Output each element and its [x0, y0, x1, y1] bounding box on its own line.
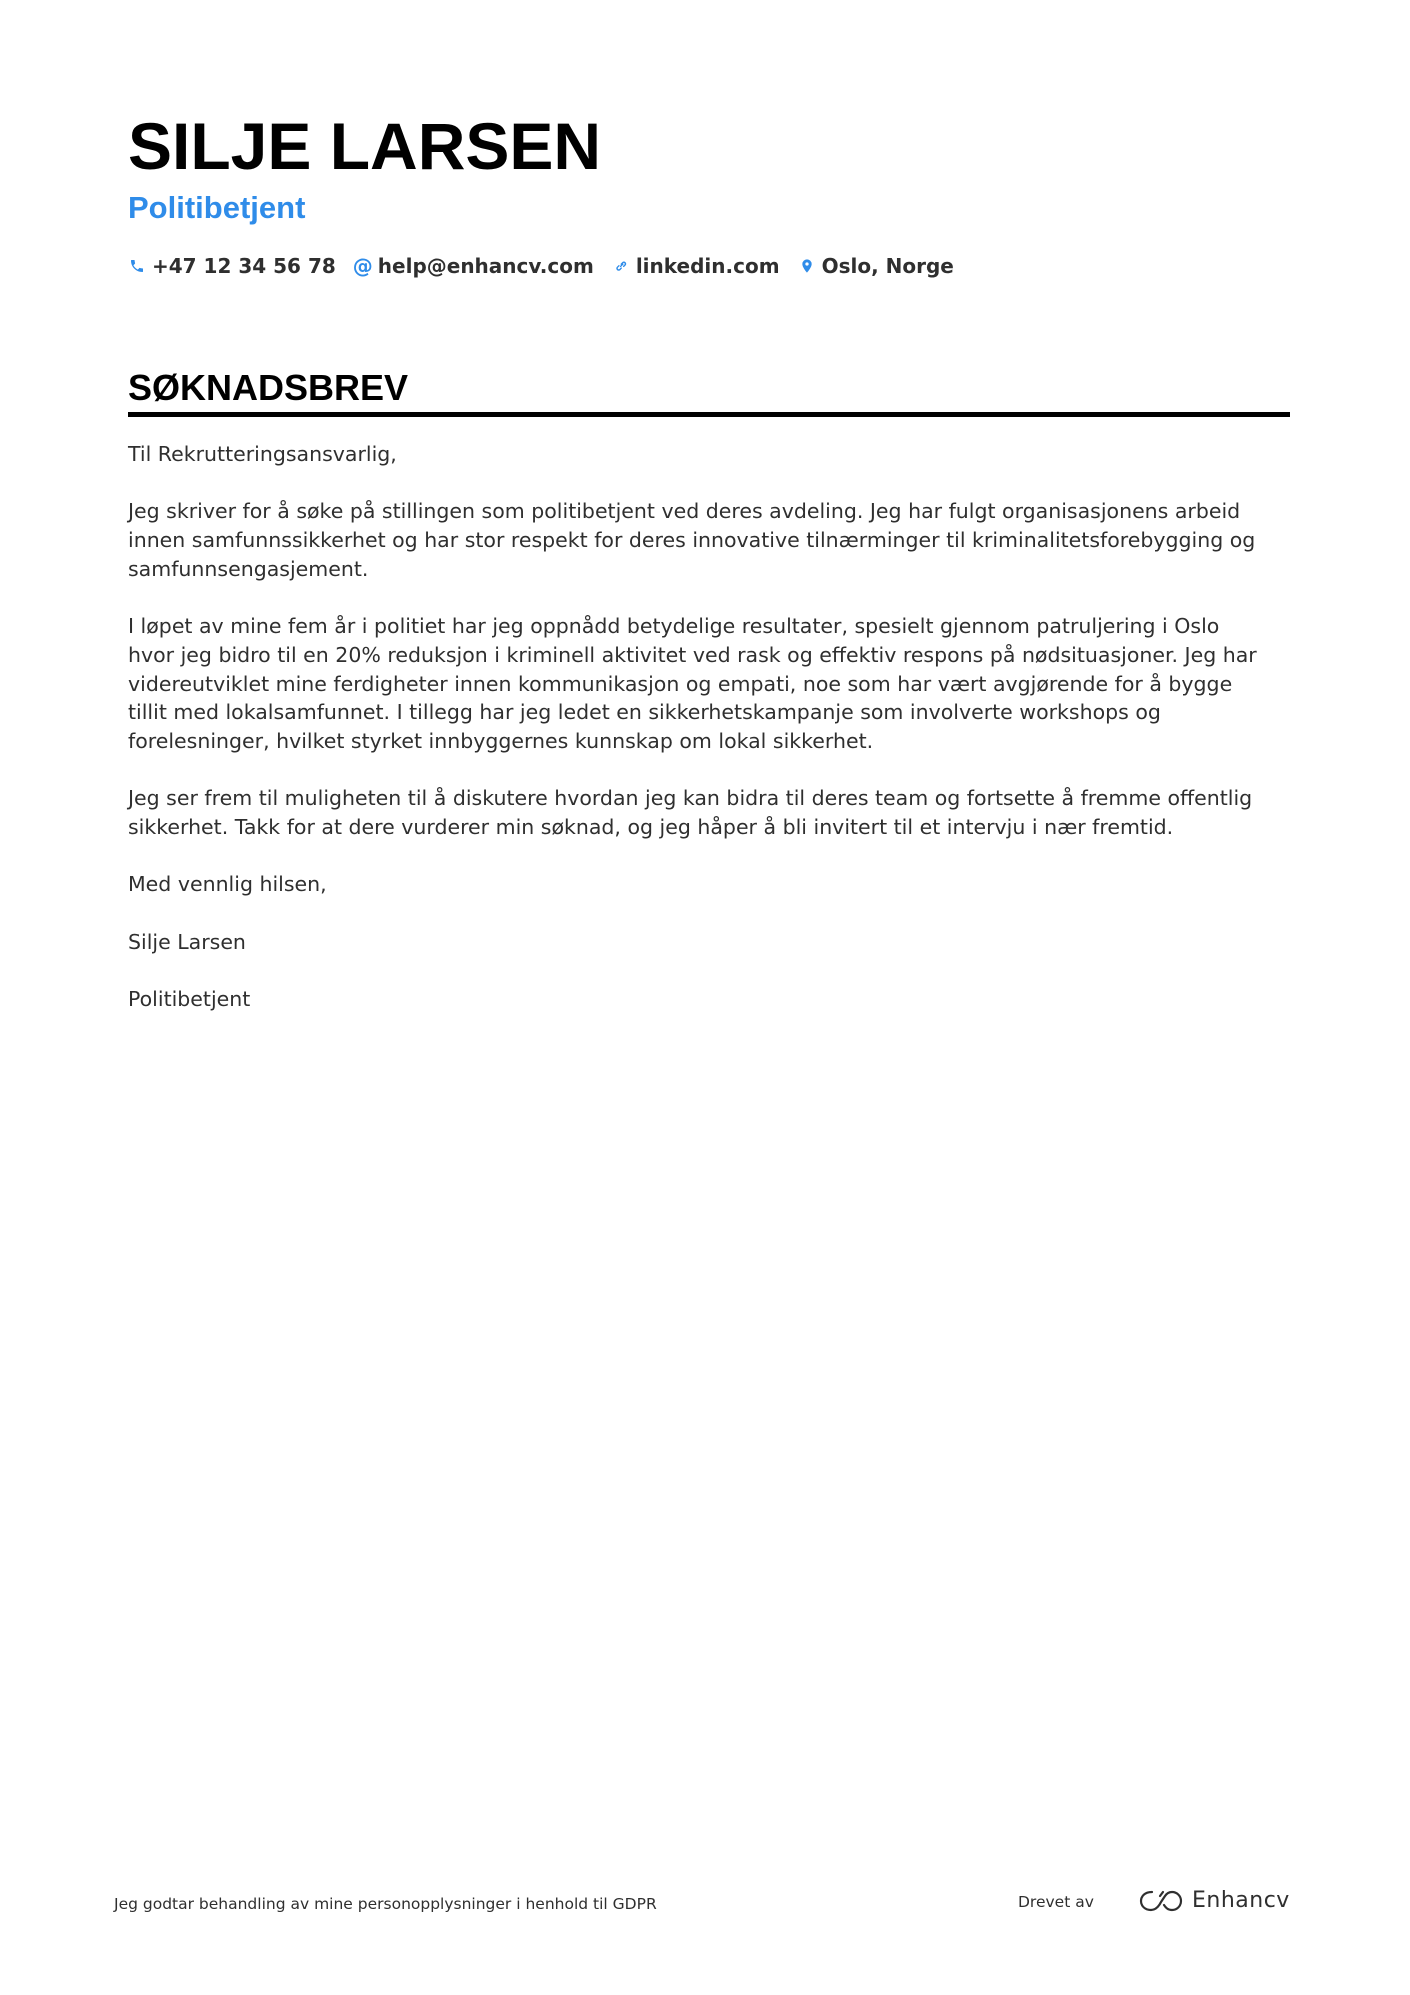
contact-location: [798, 252, 954, 280]
phone-icon: [128, 256, 146, 276]
salutation: Til Rekrutteringsansvarlig,: [128, 442, 397, 466]
signature-name: Silje Larsen: [128, 929, 246, 954]
powered-by-label: Drevet av: [1018, 1893, 1094, 1911]
section-divider: [128, 412, 1290, 417]
at-icon: @: [352, 254, 373, 278]
paragraph-2: I løpet av mine fem år i politiet har jeg oppnådd betydelige resultater, spesielt gjennom patruljering i Oslo hvor jeg bidro til en 20% reduksjon i kriminell aktivitet ved rask og effektiv respons på nødsituasjoner. Jeg har videreutviklet mine ferdigheter innen kommunikasjon og empati, noe som har vært avgjørende for å bygge tillit med lokalsamfunnet. I tillegg har jeg ledet en sikkerhetskampanje som involverte workshops og forelesninger, hvilket styrket innbyggernes kunnskap om lokal sikkerhet.: [128, 614, 1257, 753]
section-title: SØKNADSBREV: [128, 367, 409, 408]
linkedin-text[interactable]: linkedin.com: [635, 254, 780, 278]
candidate-role: Politibetjent: [128, 190, 306, 225]
signature-title: Politibetjent: [128, 987, 251, 1012]
brand-name[interactable]: Enhancv: [1192, 1888, 1290, 1913]
location-text: Oslo, Norge: [821, 254, 954, 278]
closing: Med vennlig hilsen,: [128, 872, 327, 897]
phone-text: +47 12 34 56 78: [152, 254, 336, 278]
contact-phone: [128, 252, 336, 280]
footer: [114, 1886, 1290, 1922]
cover-letter-section: [128, 366, 1290, 417]
location-pin-icon: [798, 256, 816, 276]
candidate-name: SILJE LARSEN: [128, 109, 602, 183]
paragraph-1: Jeg skriver for å søke på stillingen som politibetjent ved deres avdeling. Jeg har fulgt organisasjonens arbeid innen samfunnssikkerhet og har stor respekt for deres innovative tilnærminger til kriminalitetsforebygging og samfunnsengasjement.: [128, 499, 1256, 581]
contact-email[interactable]: [354, 252, 594, 280]
paragraph-3: Jeg ser frem til muligheten til å diskutere hvordan jeg kan bidra til deres team og fortsette å fremme offentlig sikkerhet. Takk for at dere vurderer min søknad, og jeg håper å bli invitert til et intervju i nær fremtid.: [128, 786, 1253, 840]
brand-link[interactable]: [1138, 1886, 1290, 1916]
contact-bar: [128, 252, 1290, 280]
enhancv-logo-icon: [1138, 1888, 1184, 1914]
header: [128, 108, 1290, 280]
contact-linkedin[interactable]: [612, 252, 780, 280]
email-text[interactable]: help@enhancv.com: [377, 254, 594, 278]
gdpr-consent: Jeg godtar behandling av mine personopplysninger i henhold til GDPR: [114, 1895, 657, 1913]
letter-body: [128, 440, 1268, 1043]
link-icon: [612, 256, 630, 276]
